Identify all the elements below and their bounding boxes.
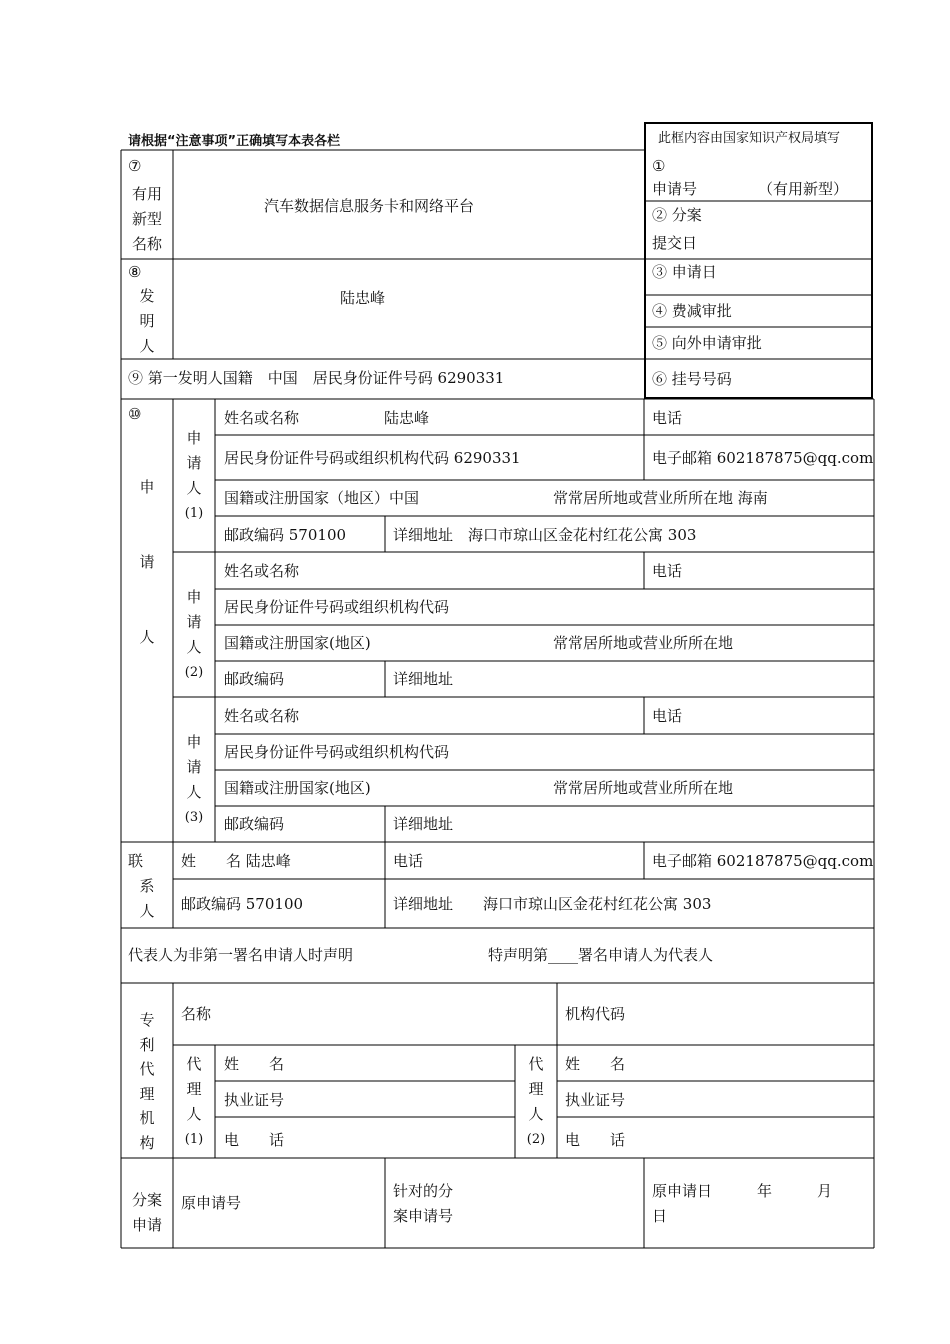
- office-fee-reduction-label: ④ 费减审批: [652, 302, 732, 320]
- applicant-label-2: 请: [139, 553, 155, 571]
- office-note: 此框内容由国家知识产权局填写: [658, 131, 841, 146]
- applicant-3-country[interactable]: 国籍或注册国家(地区): [224, 779, 371, 797]
- applicant-1-residence[interactable]: 常常居所地或营业所所在地 海南: [553, 489, 768, 507]
- agency-name-label[interactable]: 名称: [181, 1005, 212, 1023]
- applicant-3-postcode[interactable]: 邮政编码: [224, 815, 285, 833]
- office-submission-date-label: 提交日: [652, 234, 698, 252]
- patent-agency-label: 专 利 代 理 机 构: [139, 1011, 155, 1152]
- applicant-1-phone[interactable]: 电话: [652, 409, 683, 427]
- utility-model-name-num: ⑦: [128, 157, 142, 175]
- inventor-num: ⑧: [128, 263, 142, 281]
- contact-label-2: 系: [139, 877, 155, 895]
- agent-1-name[interactable]: 姓 名: [224, 1055, 285, 1073]
- inventor-label: 发 明 人: [139, 287, 155, 355]
- contact-name[interactable]: 姓 名 陆忠峰: [181, 852, 291, 870]
- applicant-label-1: 申: [139, 478, 155, 496]
- applicant-1-name-value[interactable]: 陆忠峰: [384, 409, 430, 427]
- applicant-2-address[interactable]: 详细地址: [393, 670, 454, 688]
- applicant-3-address[interactable]: 详细地址: [393, 815, 454, 833]
- applicant-2-label: 申 请 人 (2): [184, 588, 204, 680]
- applicant-2-name-label[interactable]: 姓名或名称: [224, 562, 300, 580]
- applicant-1-label: 申 请 人 (1): [184, 429, 204, 521]
- office-foreign-filing-label: ⑤ 向外申请审批: [652, 334, 762, 352]
- applicant-3-residence[interactable]: 常常居所地或营业所所在地: [553, 779, 734, 797]
- representative-declaration[interactable]: 特声明第____署名申请人为代表人: [488, 946, 714, 964]
- office-use-box: [644, 122, 873, 399]
- agent-2-name[interactable]: 姓 名: [565, 1055, 626, 1073]
- office-registered-mail-label: ⑥ 挂号号码: [652, 370, 732, 388]
- applicant-2-postcode[interactable]: 邮政编码: [224, 670, 285, 688]
- original-filing-date-1[interactable]: 原申请日 年 月: [652, 1182, 833, 1200]
- applicant-2-residence[interactable]: 常常居所地或营业所所在地: [553, 634, 734, 652]
- agent-1-license[interactable]: 执业证号: [224, 1091, 285, 1109]
- applicant-label-3: 人: [139, 628, 155, 646]
- applicant-1-id[interactable]: 居民身份证件号码或组织机构代码 6290331: [224, 449, 521, 467]
- applicant-2-id[interactable]: 居民身份证件号码或组织机构代码: [224, 598, 450, 616]
- original-filing-date-2: 日: [652, 1207, 668, 1225]
- applicant-3-id[interactable]: 居民身份证件号码或组织机构代码: [224, 743, 450, 761]
- office-field-1-num: ①: [652, 157, 666, 175]
- utility-model-name-value: 汽车数据信息服务卡和网络平台: [264, 197, 475, 215]
- office-application-type: （有用新型）: [758, 180, 849, 198]
- inventor-value: 陆忠峰: [340, 289, 386, 307]
- applicant-1-address[interactable]: 详细地址 海口市琼山区金花村红花公寓 303: [393, 526, 697, 544]
- applicant-1-name-label: 姓名或名称: [224, 409, 300, 427]
- applicant-3-label: 申 请 人 (3): [184, 733, 204, 825]
- office-application-number-label: 申请号: [652, 180, 698, 198]
- agency-code-label[interactable]: 机构代码: [565, 1005, 626, 1023]
- applicant-1-email[interactable]: 电子邮箱 602187875@qq.com: [652, 449, 874, 467]
- contact-label-3: 人: [139, 902, 155, 920]
- agent-2-phone[interactable]: 电 话: [565, 1131, 626, 1149]
- agent-2-label: 代 理 人 (2): [526, 1055, 546, 1147]
- applicant-1-postcode[interactable]: 邮政编码 570100: [224, 526, 347, 544]
- agent-1-phone[interactable]: 电 话: [224, 1131, 285, 1149]
- target-divisional-number-2: 案申请号: [393, 1207, 454, 1225]
- applicant-1-country[interactable]: 国籍或注册国家（地区）中国: [224, 489, 420, 507]
- office-division-label: ② 分案: [652, 206, 702, 224]
- contact-phone[interactable]: 电话: [393, 852, 424, 870]
- applicant-3-name-label[interactable]: 姓名或名称: [224, 707, 300, 725]
- contact-postcode[interactable]: 邮政编码 570100: [181, 895, 304, 913]
- applicant-2-country[interactable]: 国籍或注册国家(地区): [224, 634, 371, 652]
- applicant-num: ⑩: [128, 405, 142, 423]
- contact-label-1: 联: [128, 852, 144, 870]
- applicant-2-phone[interactable]: 电话: [652, 562, 683, 580]
- representative-statement: 代表人为非第一署名申请人时声明: [128, 946, 354, 964]
- original-application-number[interactable]: 原申请号: [181, 1194, 242, 1212]
- utility-model-name-label: 有用 新型 名称: [131, 185, 162, 253]
- first-inventor-line: ⑨ 第一发明人国籍 中国 居民身份证件号码 6290331: [128, 369, 505, 387]
- applicant-3-phone[interactable]: 电话: [652, 707, 683, 725]
- agent-1-label: 代 理 人 (1): [184, 1055, 204, 1147]
- divisional-label: 分案 申请: [131, 1191, 162, 1234]
- contact-email[interactable]: 电子邮箱 602187875@qq.com: [652, 852, 874, 870]
- office-filing-date-label: ③ 申请日: [652, 263, 717, 281]
- form-instruction: 请根据“注意事项”正确填写本表各栏: [128, 134, 341, 149]
- target-divisional-number-1[interactable]: 针对的分: [393, 1182, 454, 1200]
- contact-address[interactable]: 详细地址 海口市琼山区金花村红花公寓 303: [393, 895, 712, 913]
- agent-2-license[interactable]: 执业证号: [565, 1091, 626, 1109]
